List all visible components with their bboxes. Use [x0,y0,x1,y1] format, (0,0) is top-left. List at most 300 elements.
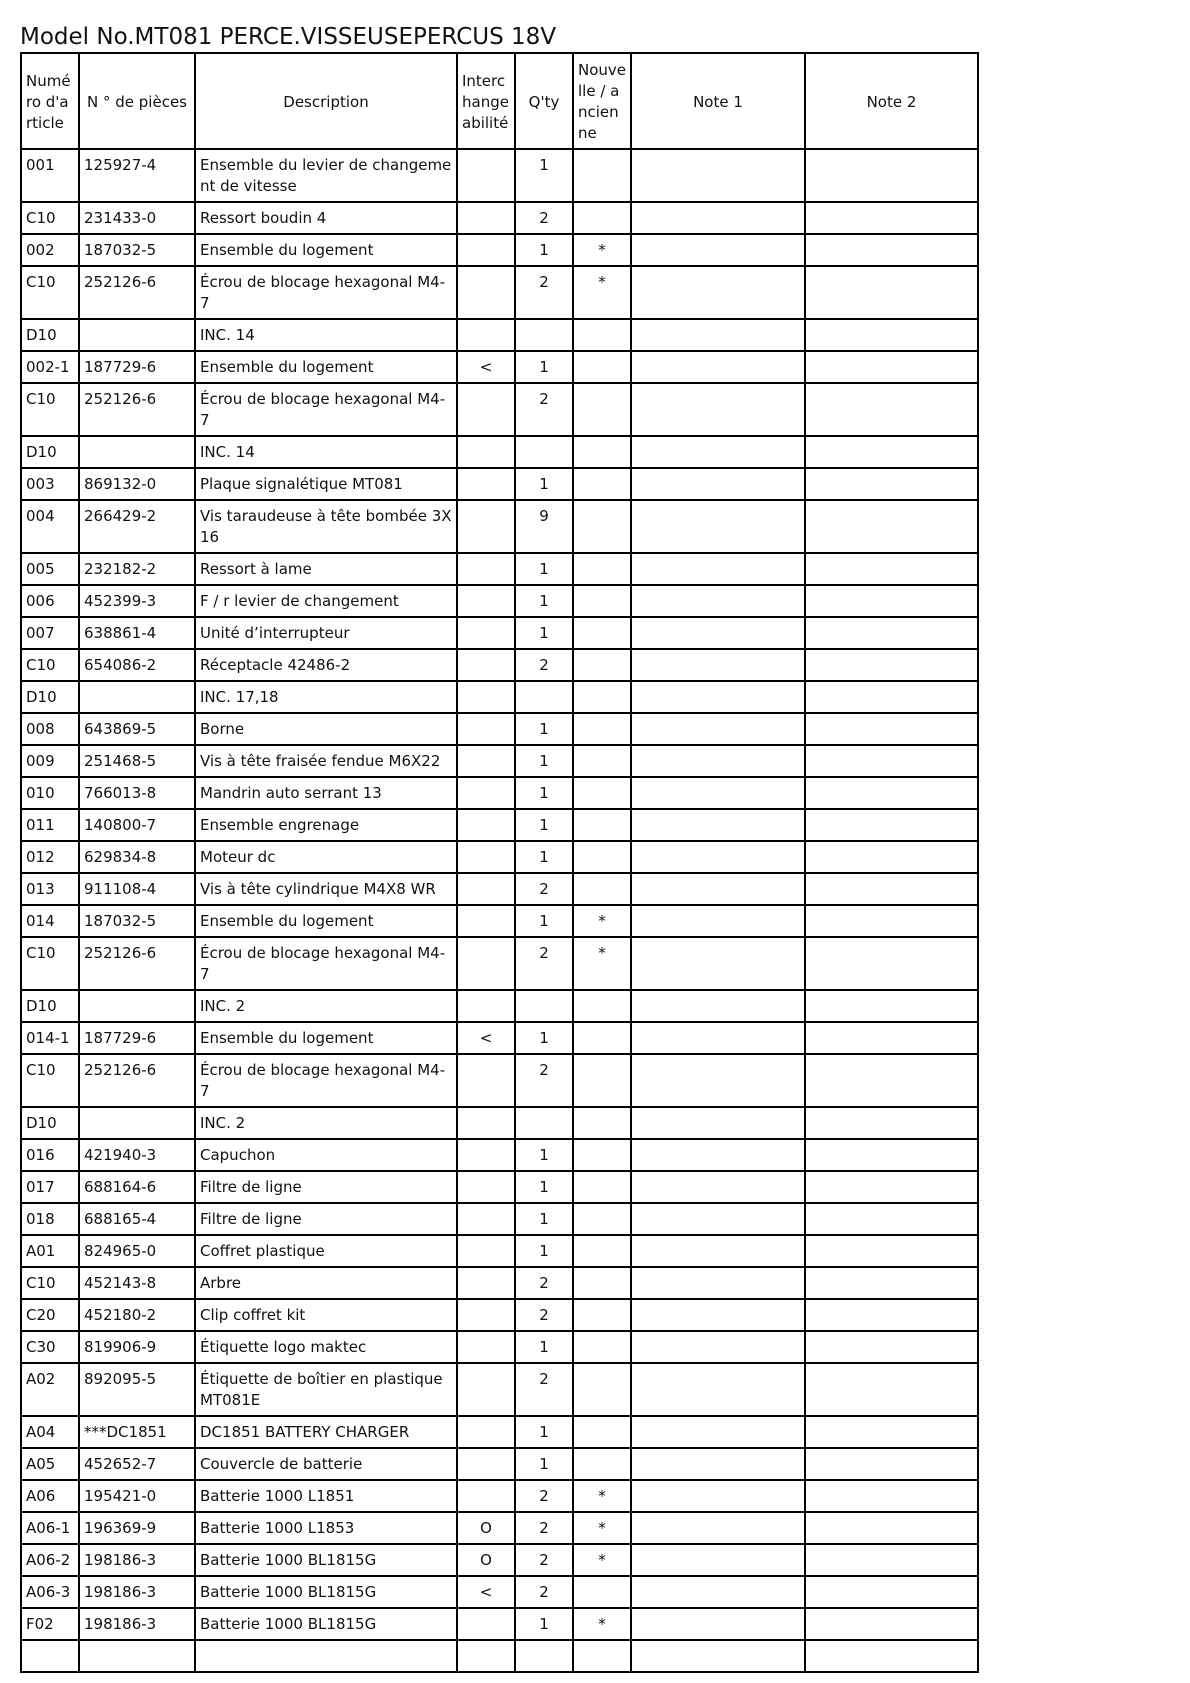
cell-note-1 [631,266,805,319]
cell-description: Batterie 1000 BL1815G [195,1576,457,1608]
cell-new-old [573,500,631,553]
cell-interchangeability [457,905,515,937]
cell-interchangeability: O [457,1512,515,1544]
cell-note-2 [805,1235,978,1267]
cell-quantity [515,681,573,713]
cell-part-number: 187729-6 [79,351,195,383]
cell-new-old: * [573,937,631,990]
cell-new-old [573,649,631,681]
cell-description: Capuchon [195,1139,457,1171]
cell-note-2 [805,1267,978,1299]
cell-note-1 [631,905,805,937]
cell-part-number: 911108-4 [79,873,195,905]
table-row [21,873,978,905]
cell-new-old: * [573,1512,631,1544]
cell-part-number: 187032-5 [79,905,195,937]
cell-description: Coffret plastique [195,1235,457,1267]
cell-new-old [573,1235,631,1267]
column-header-item-number: Numéro d'article [21,53,79,149]
table-row [21,383,978,436]
cell-interchangeability [457,500,515,553]
table-row [21,1480,978,1512]
cell-note-2 [805,266,978,319]
cell-note-2 [805,1171,978,1203]
cell-note-2 [805,1608,978,1640]
cell-part-number: 892095-5 [79,1363,195,1416]
column-header-part-number: N ° de pièces [79,53,195,149]
cell-note-1 [631,713,805,745]
cell-note-2 [805,1139,978,1171]
cell-quantity: 2 [515,1544,573,1576]
cell-note-1 [631,202,805,234]
cell-item-number: A06-1 [21,1512,79,1544]
cell-quantity: 1 [515,585,573,617]
cell-new-old [573,553,631,585]
cell-new-old [573,1203,631,1235]
cell-note-1 [631,681,805,713]
cell-item-number: 008 [21,713,79,745]
cell-part-number: 232182-2 [79,553,195,585]
cell-quantity: 2 [515,1576,573,1608]
cell-description: Batterie 1000 L1853 [195,1512,457,1544]
cell-new-old [573,873,631,905]
cell-new-old [573,681,631,713]
cell-interchangeability [457,1608,515,1640]
cell-part-number: 252126-6 [79,383,195,436]
cell-quantity: 1 [515,1203,573,1235]
table-row [21,1331,978,1363]
cell-interchangeability [457,649,515,681]
cell-note-1 [631,1608,805,1640]
cell-note-2 [805,905,978,937]
table-row [21,585,978,617]
cell-description: Étiquette de boîtier en plastique MT081E [195,1363,457,1416]
cell-new-old [573,1022,631,1054]
cell-note-1 [631,1139,805,1171]
cell-part-number: 252126-6 [79,937,195,990]
table-row [21,1267,978,1299]
cell-note-1 [631,500,805,553]
cell-note-2 [805,500,978,553]
cell-description: Vis à tête cylindrique M4X8 WR [195,873,457,905]
cell-item-number: 011 [21,809,79,841]
cell-new-old [573,202,631,234]
cell-item-number: D10 [21,681,79,713]
cell-new-old [573,1054,631,1107]
cell-new-old [573,1139,631,1171]
cell-quantity: 1 [515,1448,573,1480]
cell-description: Mandrin auto serrant 13 [195,777,457,809]
cell-description: Plaque signalétique MT081 [195,468,457,500]
column-header-description: Description [195,53,457,149]
cell-interchangeability: O [457,1544,515,1576]
parts-table-body [21,149,978,1672]
cell-quantity [515,990,573,1022]
cell-part-number: 196369-9 [79,1512,195,1544]
cell-interchangeability [457,713,515,745]
cell-quantity [515,319,573,351]
parts-table [20,52,979,1673]
cell-interchangeability [457,809,515,841]
cell-new-old [573,990,631,1022]
cell-part-number: 198186-3 [79,1576,195,1608]
cell-note-2 [805,1512,978,1544]
cell-interchangeability [457,745,515,777]
cell-note-2 [805,1331,978,1363]
cell-description: Ensemble du logement [195,351,457,383]
cell-interchangeability [457,937,515,990]
cell-item-number: 017 [21,1171,79,1203]
cell-item-number: 012 [21,841,79,873]
cell-interchangeability: < [457,1576,515,1608]
table-row [21,468,978,500]
cell-quantity: 1 [515,905,573,937]
cell-description: Écrou de blocage hexagonal M4-7 [195,266,457,319]
cell-part-number: 198186-3 [79,1544,195,1576]
table-row [21,713,978,745]
table-row [21,809,978,841]
cell-interchangeability [457,841,515,873]
cell-part-number: 629834-8 [79,841,195,873]
cell-item-number: D10 [21,436,79,468]
cell-part-number: 452399-3 [79,585,195,617]
cell-new-old [573,745,631,777]
cell-interchangeability [457,1054,515,1107]
cell-description: INC. 2 [195,1107,457,1139]
cell-quantity: 1 [515,1416,573,1448]
table-row [21,436,978,468]
cell-note-2 [805,1299,978,1331]
table-row [21,1139,978,1171]
table-row [21,500,978,553]
cell-item-number: 005 [21,553,79,585]
cell-note-1 [631,1022,805,1054]
cell-note-2 [805,681,978,713]
cell-description: Batterie 1000 L1851 [195,1480,457,1512]
column-header-quantity: Q'ty [515,53,573,149]
cell-quantity: 1 [515,149,573,202]
cell-interchangeability [457,1235,515,1267]
cell-item-number: D10 [21,319,79,351]
cell-note-1 [631,841,805,873]
empty-cell [515,1640,573,1672]
cell-item-number: A06-2 [21,1544,79,1576]
cell-new-old [573,713,631,745]
cell-note-2 [805,873,978,905]
cell-note-1 [631,1416,805,1448]
cell-quantity: 2 [515,1267,573,1299]
table-row [21,841,978,873]
cell-note-1 [631,745,805,777]
cell-item-number: A06 [21,1480,79,1512]
cell-interchangeability [457,234,515,266]
cell-item-number: A05 [21,1448,79,1480]
cell-note-2 [805,351,978,383]
cell-part-number: ***DC1851 [79,1416,195,1448]
cell-quantity: 1 [515,841,573,873]
cell-interchangeability [457,319,515,351]
empty-cell [195,1640,457,1672]
cell-note-1 [631,468,805,500]
cell-interchangeability [457,383,515,436]
cell-interchangeability [457,553,515,585]
cell-description: INC. 14 [195,319,457,351]
table-row [21,1544,978,1576]
cell-description: Ressort boudin 4 [195,202,457,234]
cell-item-number: 001 [21,149,79,202]
cell-description: Filtre de ligne [195,1171,457,1203]
cell-note-2 [805,1363,978,1416]
cell-note-1 [631,319,805,351]
cell-item-number: 016 [21,1139,79,1171]
table-row [21,1022,978,1054]
cell-new-old [573,1171,631,1203]
cell-part-number: 125927-4 [79,149,195,202]
cell-description: Écrou de blocage hexagonal M4-7 [195,937,457,990]
cell-note-1 [631,649,805,681]
cell-description: Moteur dc [195,841,457,873]
cell-note-2 [805,1107,978,1139]
cell-note-2 [805,234,978,266]
cell-description: Vis taraudeuse à tête bombée 3X16 [195,500,457,553]
table-row [21,1203,978,1235]
table-row [21,319,978,351]
cell-note-2 [805,937,978,990]
table-row [21,777,978,809]
table-row [21,681,978,713]
cell-part-number: 824965-0 [79,1235,195,1267]
cell-description: Ensemble du logement [195,1022,457,1054]
cell-item-number: 018 [21,1203,79,1235]
cell-interchangeability [457,585,515,617]
cell-part-number: 654086-2 [79,649,195,681]
cell-quantity: 1 [515,809,573,841]
cell-description: Ensemble du levier de changement de vitesse [195,149,457,202]
column-header-note-2: Note 2 [805,53,978,149]
cell-quantity: 2 [515,649,573,681]
cell-part-number: 187032-5 [79,234,195,266]
cell-note-1 [631,585,805,617]
cell-new-old: * [573,266,631,319]
cell-quantity: 2 [515,1363,573,1416]
cell-new-old [573,319,631,351]
cell-description: Couvercle de batterie [195,1448,457,1480]
cell-item-number: D10 [21,990,79,1022]
cell-part-number: 688165-4 [79,1203,195,1235]
cell-note-2 [805,1022,978,1054]
table-row [21,649,978,681]
cell-interchangeability [457,202,515,234]
cell-note-1 [631,1107,805,1139]
table-row [21,1054,978,1107]
table-row [21,1416,978,1448]
empty-cell [79,1640,195,1672]
cell-note-2 [805,990,978,1022]
cell-item-number: A04 [21,1416,79,1448]
cell-part-number: 819906-9 [79,1331,195,1363]
cell-part-number: 869132-0 [79,468,195,500]
cell-quantity: 2 [515,937,573,990]
cell-new-old [573,585,631,617]
cell-new-old [573,351,631,383]
cell-description: Batterie 1000 BL1815G [195,1608,457,1640]
empty-cell [805,1640,978,1672]
table-row [21,905,978,937]
cell-new-old [573,617,631,649]
cell-item-number: D10 [21,1107,79,1139]
cell-quantity: 1 [515,617,573,649]
cell-note-2 [805,713,978,745]
cell-item-number: A06-3 [21,1576,79,1608]
table-row [21,1608,978,1640]
cell-part-number: 452180-2 [79,1299,195,1331]
cell-new-old [573,149,631,202]
table-row [21,1512,978,1544]
cell-part-number: 231433-0 [79,202,195,234]
cell-description: Vis à tête fraisée fendue M6X22 [195,745,457,777]
cell-description: Unité d’interrupteur [195,617,457,649]
cell-item-number: C10 [21,649,79,681]
cell-quantity: 1 [515,1235,573,1267]
cell-item-number: F02 [21,1608,79,1640]
cell-new-old: * [573,1480,631,1512]
cell-interchangeability [457,1107,515,1139]
cell-item-number: 014-1 [21,1022,79,1054]
cell-interchangeability [457,1363,515,1416]
cell-part-number: 198186-3 [79,1608,195,1640]
cell-item-number: C10 [21,1267,79,1299]
cell-item-number: C10 [21,202,79,234]
cell-note-2 [805,585,978,617]
cell-part-number: 252126-6 [79,1054,195,1107]
cell-part-number [79,990,195,1022]
cell-quantity: 2 [515,266,573,319]
cell-new-old [573,468,631,500]
cell-description: DC1851 BATTERY CHARGER [195,1416,457,1448]
cell-note-1 [631,1448,805,1480]
cell-item-number: C30 [21,1331,79,1363]
cell-new-old: * [573,1544,631,1576]
cell-description: Arbre [195,1267,457,1299]
cell-new-old [573,1363,631,1416]
cell-note-1 [631,1267,805,1299]
cell-item-number: 002-1 [21,351,79,383]
cell-item-number: 014 [21,905,79,937]
cell-note-2 [805,468,978,500]
cell-part-number: 252126-6 [79,266,195,319]
cell-part-number: 452143-8 [79,1267,195,1299]
cell-description: Étiquette logo maktec [195,1331,457,1363]
cell-description: Écrou de blocage hexagonal M4-7 [195,1054,457,1107]
cell-quantity: 2 [515,1054,573,1107]
table-row [21,937,978,990]
cell-description: INC. 17,18 [195,681,457,713]
cell-item-number: C10 [21,266,79,319]
cell-note-1 [631,617,805,649]
cell-quantity: 9 [515,500,573,553]
cell-note-1 [631,1235,805,1267]
table-header-row [21,53,978,149]
cell-note-1 [631,937,805,990]
cell-note-1 [631,553,805,585]
cell-item-number: C20 [21,1299,79,1331]
cell-quantity: 1 [515,777,573,809]
cell-interchangeability [457,149,515,202]
table-row [21,1171,978,1203]
cell-interchangeability [457,990,515,1022]
cell-note-1 [631,383,805,436]
cell-quantity: 1 [515,1022,573,1054]
cell-new-old [573,809,631,841]
cell-interchangeability [457,266,515,319]
cell-description: Batterie 1000 BL1815G [195,1544,457,1576]
column-header-interchangeability: Interchangeabilité [457,53,515,149]
cell-quantity: 1 [515,351,573,383]
cell-part-number [79,1107,195,1139]
cell-interchangeability [457,1171,515,1203]
cell-description: Ressort à lame [195,553,457,585]
cell-item-number: 003 [21,468,79,500]
cell-quantity: 2 [515,202,573,234]
cell-quantity: 1 [515,468,573,500]
cell-note-1 [631,1331,805,1363]
cell-item-number: A01 [21,1235,79,1267]
cell-interchangeability [457,873,515,905]
cell-new-old [573,383,631,436]
empty-cell [457,1640,515,1672]
cell-note-2 [805,617,978,649]
cell-note-2 [805,1203,978,1235]
cell-item-number: A02 [21,1363,79,1416]
cell-part-number: 140800-7 [79,809,195,841]
cell-new-old [573,841,631,873]
cell-quantity: 2 [515,1512,573,1544]
cell-description: Clip coffret kit [195,1299,457,1331]
cell-note-2 [805,841,978,873]
cell-part-number: 187729-6 [79,1022,195,1054]
cell-description: Borne [195,713,457,745]
cell-interchangeability [457,468,515,500]
table-row [21,234,978,266]
cell-new-old: * [573,234,631,266]
cell-item-number: 013 [21,873,79,905]
cell-part-number: 638861-4 [79,617,195,649]
cell-note-2 [805,319,978,351]
cell-interchangeability [457,1299,515,1331]
cell-note-1 [631,436,805,468]
cell-new-old [573,1331,631,1363]
cell-note-1 [631,1171,805,1203]
cell-quantity: 1 [515,1608,573,1640]
cell-interchangeability [457,617,515,649]
document-title: Model No.MT081 PERCE.VISSEUSEPERCUS 18V [20,24,557,50]
cell-quantity: 1 [515,234,573,266]
cell-part-number: 251468-5 [79,745,195,777]
cell-item-number: C10 [21,383,79,436]
cell-new-old [573,1576,631,1608]
cell-note-1 [631,1054,805,1107]
cell-note-1 [631,777,805,809]
cell-interchangeability [457,1416,515,1448]
cell-description: Ensemble du logement [195,905,457,937]
cell-note-2 [805,202,978,234]
cell-note-1 [631,149,805,202]
empty-cell [21,1640,79,1672]
cell-note-1 [631,1512,805,1544]
cell-part-number: 766013-8 [79,777,195,809]
cell-note-2 [805,1448,978,1480]
cell-note-1 [631,873,805,905]
